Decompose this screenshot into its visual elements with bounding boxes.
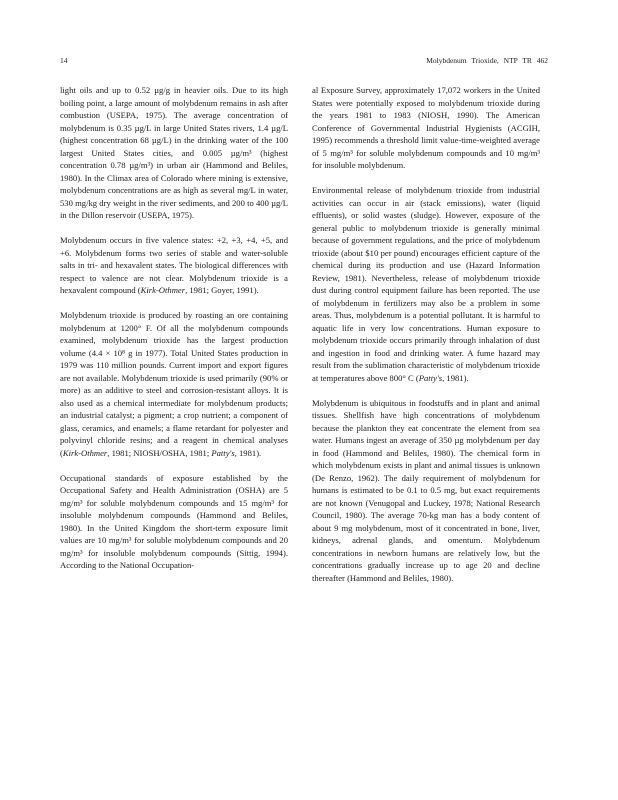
body-paragraph	[60, 309, 288, 459]
body-paragraph	[312, 184, 540, 384]
paragraph-text: , 1981).	[442, 372, 469, 383]
body-paragraph	[60, 472, 288, 572]
paragraph-text: , 1981; Goyer, 1991).	[185, 285, 259, 295]
italic-citation: Kirk-Othmer	[62, 447, 108, 458]
italic-citation: Patty's	[418, 372, 443, 383]
paragraph-text: Environmental release of molybdenum trioxide from industrial activities can occur in air (stack emissions), water (liquid effluents), or solid wastes (sludge). However, exposure of the general public to molybdenum trioxide is generally minimal because of government regulations, and the price of molybdenum trioxide (about $10 per pound) encourages efficient capture of the chemical during its production and use (Hazard Information Review, 1981). Nevertheless, release of molybdenum trioxide dust during control equipment failure has been reported. The use of molybdenum in fertilizers may also be a problem in some areas. Thus, molybdenum is a potential pollutant. It is harmful to aquatic life in very low concentrations. Human exposure to molybdenum trioxide occurs primarily through inhalation of dust and ingestion in food and drinking water. A fume hazard may result from the sublimation characteristic of molybdenum trioxide at temperatures above 800° C (	[312, 185, 540, 383]
page-number: 14	[60, 56, 68, 65]
paragraph-text: Molybdenum occurs in five valence states: +2, +3, +4, +5, and +6. Molybdenum forms two series of stable and water-soluble salts in tri- and hexavalent states. The biological differences with respect to valence are not clear. Molybdenum trioxide is a hexavalent compound (	[60, 235, 288, 295]
italic-citation: Patty's	[211, 447, 235, 458]
right-text-column	[312, 84, 540, 597]
paragraph-text: light oils and up to 0.52 µg/g in heavier oils. Due to its high boiling point, a large amount of molybdenum remains in ash after combustion (USEPA, 1975). The average concentration of molybdenum is 0.35 µg/L in large United States rivers, 1.4 µg/L (highest concentration 68 µg/L) in the drinking water of the 100 largest United States cities, and 0.005 µg/m³ (highest concentration 0.78 µg/m³) in urban air (Hammond and Beliles, 1980). In the Climax area of Colorado where mining is extensive, molybdenum concentrations are as high as several mg/L in water, 530 mg/kg dry weight in the river sediments, and 200 to 400 µg/L in the Dillon reservoir (USEPA, 1975).	[60, 85, 288, 220]
left-text-column	[60, 84, 288, 584]
italic-citation: Kirk-Othmer	[140, 285, 186, 295]
paragraph-text: al Exposure Survey, approximately 17,072 workers in the United States were potentially exposed to molybdenum trioxide during the years 1981 to 1983 (NIOSH, 1990). The American Conference of Governmental Industrial Hygienists (ACGIH, 1995) recommends a threshold limit value-time-weighted average of 5 mg/m³ for soluble molybdenum compounds and 10 mg/m³ for insoluble molybdenum.	[312, 85, 540, 170]
running-header-title: Molybdenum Trioxide, NTP TR 462	[426, 56, 548, 65]
body-paragraph	[60, 84, 288, 222]
paragraph-text: , 1981).	[234, 447, 262, 458]
paragraph-text: Molybdenum is ubiquitous in foodstuffs and in plant and animal tissues. Shellfish have high concentrations of molybdenum because the plankton they eat concentrate the element from sea water. Humans ingest an average of 350 µg molybdenum per day in food (Hammond and Beliles, 1980). The chemical form in which molybdenum exists in plant and animal tissues is unknown (De Renzo, 1962). The daily requirement of molybdenum for humans is estimated to be 0.1 to 0.5 mg, but exact requirements are not known (Venugopal and Luckey, 1978; National Research Council, 1980). The average 70-kg man has a body content of about 9 mg molybdenum, most of it concentrated in bone, liver, kidneys, adrenal glands, and omentum. Molybdenum concentrations in newborn humans are relatively low, but the concentrations gradually increase up to age 20 and decline thereafter (Hammond and Beliles, 1980).	[312, 397, 540, 583]
body-paragraph	[312, 397, 540, 585]
paragraph-text: Molybdenum trioxide is produced by roasting an ore containing molybdenum at 1200° F. Of all the molybdenum compounds examined, molybdenum trioxide has the largest production volume (4.4 × 10⁸ g in 1977). Total United States production in 1979 was 110 million pounds. Current import and export figures are not available. Molybdenum trioxide is used primarily (90% or more) as an additive to steel and corrosion-resistant alloys. It is also used as a chemical intermediate for molybdenum products; an industrial catalyst; a pigment; a crop nutrient; a component of glass, ceramics, and enamels; a flame retardant for polyester and polyvinyl chloride resins; and a reagent in chemical analyses (	[60, 310, 288, 458]
paragraph-text: , 1981; NIOSH/OSHA, 1981;	[107, 447, 212, 458]
paragraph-text: Occupational standards of exposure established by the Occupational Safety and Health Administration (OSHA) are 5 mg/m³ for soluble molybdenum compounds and 15 mg/m³ for insoluble molybdenum compounds (Hammond and Beliles, 1980). In the United Kingdom the short-term exposure limit values are 10 mg/m³ for soluble molybdenum compounds and 20 mg/m³ for insoluble molybdenum compounds (Sittig, 1994). According to the National Occupation-	[60, 472, 288, 570]
body-paragraph	[60, 234, 288, 297]
body-paragraph	[312, 84, 540, 172]
